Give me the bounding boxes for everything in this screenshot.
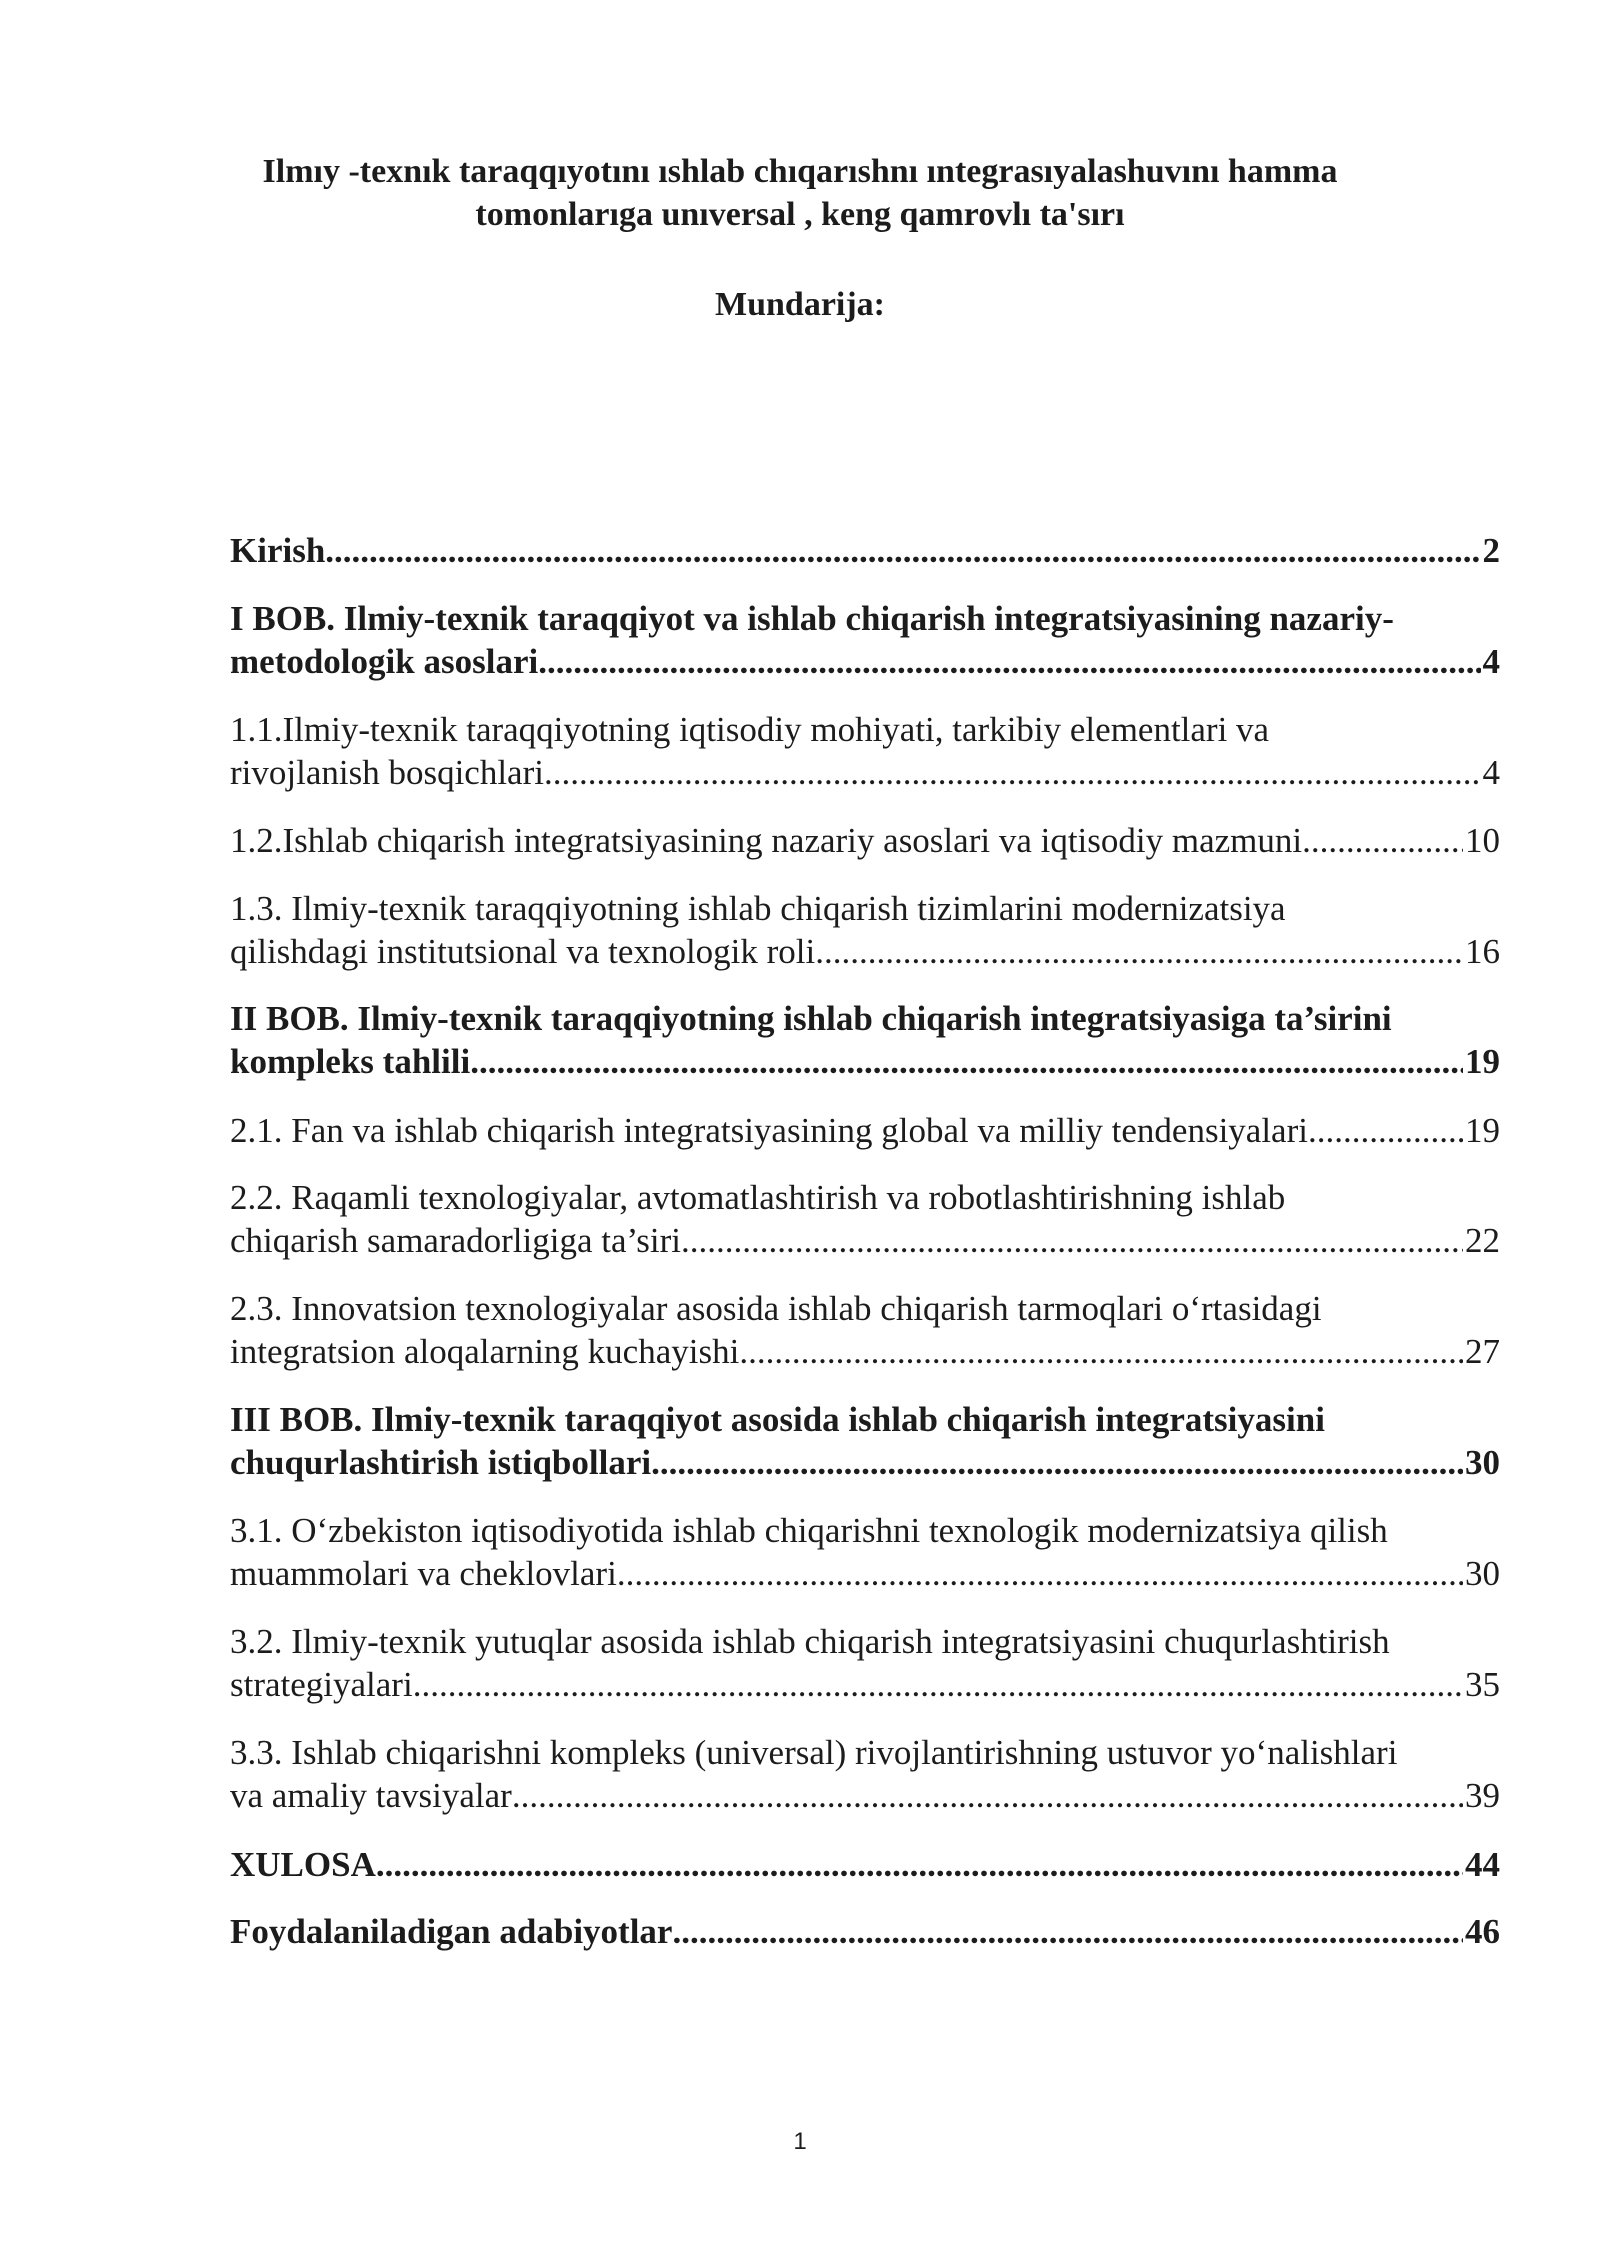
toc-entry-title-continued: kompleks tahlili	[230, 1042, 471, 1081]
toc-entry-title: 1.3. Ilmiy-texnik taraqqiyotning ishlab chiqarish tizimlarini modernizatsiya	[230, 889, 1286, 928]
toc-page-number: 4	[1482, 642, 1500, 681]
toc-entry-title: 3.3. Ishlab chiqarishni kompleks (universal) rivojlantirishning ustuvor yo‘nalishlari	[230, 1733, 1398, 1772]
toc-page-number: 44	[1465, 1845, 1500, 1884]
toc-entry-section-1-2[interactable]	[230, 819, 1500, 862]
toc-leader-dots	[1308, 1109, 1463, 1152]
page-number: 1	[793, 2128, 807, 2155]
toc-entry-title-continued: metodologik asoslari	[230, 642, 539, 681]
toc-entry-title-continued: qilishdagi institutsional va texnologik roli	[230, 932, 816, 971]
toc-entry-title: II BOB. Ilmiy-texnik taraqqiyotning ishlab chiqarish integratsiyasiga ta’sirini	[230, 999, 1392, 1038]
toc-entry-title-continued: muammolari va cheklovlari	[230, 1554, 617, 1593]
toc-leader-dots	[1302, 819, 1463, 862]
toc-entry-references[interactable]	[230, 1910, 1500, 1953]
toc-page-number: 19	[1465, 1042, 1500, 1081]
toc-entry-title-continued: chuqurlashtirish istiqbollari	[230, 1443, 652, 1482]
toc-entry-title: 3.1. O‘zbekiston iqtisodiyotida ishlab chiqarishni texnologik modernizatsiya qilish	[230, 1511, 1388, 1550]
toc-entry-title-continued: va amaliy tavsiyalar	[230, 1776, 512, 1815]
toc-page-number: 35	[1465, 1665, 1500, 1704]
document-title-line-1: Ilmıy -texnık taraqqıyotını ıshlab chıqarıshnı ıntegrasıyalashuvını hamma	[262, 153, 1338, 190]
toc-entry-title-continued: chiqarish samaradorligiga ta’siri	[230, 1221, 681, 1260]
toc-leader-dots	[815, 930, 1463, 973]
toc-page-number: 16	[1465, 932, 1500, 971]
document-title-line-2: tomonlarıga unıversal , keng qamrovlı ta'sırı	[475, 196, 1125, 233]
toc-entry-section-2-2[interactable]	[230, 1176, 1500, 1262]
toc-page-number: 4	[1482, 753, 1500, 792]
toc-page-number: 19	[1465, 1111, 1500, 1150]
toc-page-number: 22	[1465, 1221, 1500, 1260]
toc-leader-dots	[651, 1441, 1463, 1484]
toc-leader-dots	[376, 1843, 1463, 1886]
toc-page-number: 46	[1465, 1912, 1500, 1951]
toc-leader-dots	[538, 640, 1480, 683]
toc-entry-kirish[interactable]	[230, 529, 1500, 572]
toc-entry-section-1-3[interactable]	[230, 887, 1500, 973]
toc-entry-title: 1.2.Ishlab chiqarish integratsiyasining nazariy asoslari va iqtisodiy mazmuni	[230, 821, 1303, 860]
toc-page-number: 2	[1482, 531, 1500, 570]
toc-entry-title: Foydalaniladigan adabiyotlar	[230, 1912, 673, 1951]
toc-leader-dots	[413, 1663, 1463, 1706]
toc-leader-dots	[325, 529, 1480, 572]
toc-entry-section-3-2[interactable]	[230, 1620, 1500, 1706]
toc-leader-dots	[470, 1040, 1463, 1083]
toc-entry-section-2-1[interactable]	[230, 1109, 1500, 1152]
toc-entry-title: I BOB. Ilmiy-texnik taraqqiyot va ishlab chiqarish integratsiyasining nazariy-	[230, 599, 1394, 638]
document-title	[230, 150, 1370, 236]
toc-leader-dots	[681, 1219, 1463, 1262]
toc-entry-title-continued: integratsion aloqalarning kuchayishi	[230, 1332, 740, 1371]
toc-entry-title: 2.2. Raqamli texnologiyalar, avtomatlashtirish va robotlashtirishning ishlab	[230, 1178, 1286, 1217]
toc-entry-title: XULOSA	[230, 1845, 376, 1884]
toc-leader-dots	[617, 1552, 1463, 1595]
toc-entry-title-continued: strategiyalari	[230, 1665, 413, 1704]
toc-entry-section-2-3[interactable]	[230, 1287, 1500, 1373]
toc-entry-title: 1.1.Ilmiy-texnik taraqqiyotning iqtisodiy mohiyati, tarkibiy elementlari va	[230, 710, 1270, 749]
toc-entry-title: Kirish	[230, 531, 326, 570]
toc-entry-title-continued: rivojlanish bosqichlari	[230, 753, 544, 792]
toc-leader-dots	[512, 1774, 1463, 1817]
toc-leader-dots	[739, 1330, 1463, 1373]
toc-entry-section-3-3[interactable]	[230, 1731, 1500, 1817]
toc-page-number: 10	[1465, 821, 1500, 860]
toc-entry-title: III BOB. Ilmiy-texnik taraqqiyot asosida ishlab chiqarish integratsiyasini	[230, 1400, 1325, 1439]
toc-entry-chapter-2[interactable]	[230, 997, 1500, 1083]
toc-page-number: 27	[1465, 1332, 1500, 1371]
toc-page-number: 39	[1465, 1776, 1500, 1815]
toc-entry-title: 3.2. Ilmiy-texnik yutuqlar asosida ishlab chiqarish integratsiyasini chuqurlashtirish	[230, 1622, 1390, 1661]
toc-entry-chapter-1[interactable]	[230, 597, 1500, 683]
toc-entry-title: 2.3. Innovatsion texnologiyalar asosida ishlab chiqarish tarmoqlari o‘rtasidagi	[230, 1289, 1322, 1328]
toc-entry-title: 2.1. Fan va ishlab chiqarish integratsiyasining global va milliy tendensiyalari	[230, 1111, 1308, 1150]
contents-heading: Mundarija:	[715, 286, 885, 323]
toc-page-number: 30	[1465, 1554, 1500, 1593]
toc-page-number: 30	[1465, 1443, 1500, 1482]
toc-leader-dots	[672, 1910, 1463, 1953]
toc-leader-dots	[544, 751, 1481, 794]
toc-entry-section-1-1[interactable]	[230, 708, 1500, 794]
toc-entry-chapter-3[interactable]	[230, 1398, 1500, 1484]
toc-entry-section-3-1[interactable]	[230, 1509, 1500, 1595]
toc-entry-xulosa[interactable]	[230, 1843, 1500, 1886]
